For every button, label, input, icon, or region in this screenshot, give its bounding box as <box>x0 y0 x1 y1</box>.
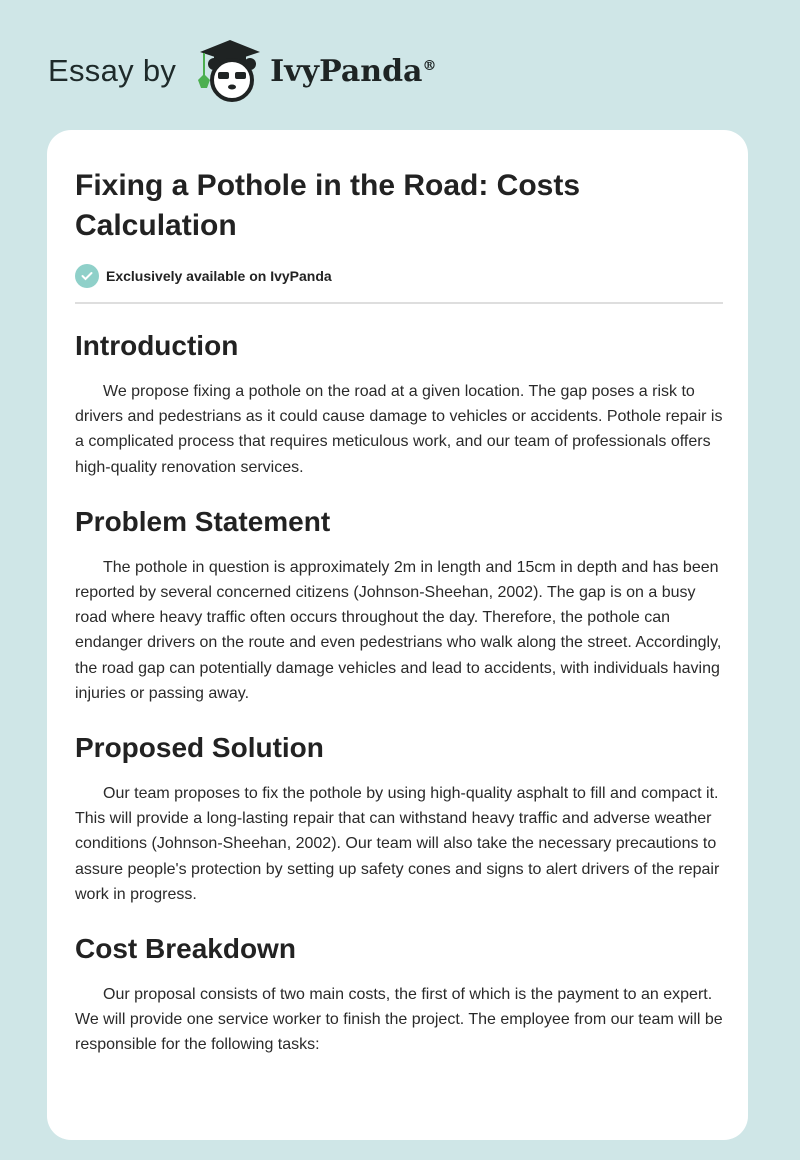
divider <box>75 302 723 304</box>
check-icon <box>75 264 99 288</box>
registered-mark: ® <box>422 57 437 74</box>
exclusive-badge <box>75 264 723 288</box>
panda-logo-icon[interactable] <box>194 36 262 107</box>
section-heading-cost-breakdown: Cost Breakdown <box>75 933 296 965</box>
brand-text: IvyPanda <box>270 53 423 89</box>
brand-name <box>270 54 436 89</box>
essay-card <box>47 130 748 1140</box>
section-paragraph: The pothole in question is approximately 2m in length and 15cm in depth and has been reported by several concerned citizens (Johnson-Sheehan, 2002). The gap is on a busy road where heavy traffic often occurs throughout the day. Therefore, the pothole can endanger drivers on the route and even pedestrians who walk along the street. Accordingly, the road gap can potentially damage vehicles and lead to accidents, with individuals having injuries or passing away. <box>75 558 722 702</box>
site-header <box>48 36 437 106</box>
section-heading-proposed-solution: Proposed Solution <box>75 732 324 764</box>
essay-by-label: Essay by <box>48 53 177 88</box>
badge-text: Exclusively available on IvyPanda <box>106 268 332 284</box>
section-paragraph: Our team proposes to fix the pothole by using high-quality asphalt to fill and compact it. This will provide a long-lasting repair that can withstand heavy traffic and adverse weather conditions (Johnson-Sheehan, 2002). Our team will also take the necessary precautions to assure people's protection by setting up safety cones and signs to alert drivers of the repair work in progress. <box>75 785 720 903</box>
page-title: Fixing a Pothole in the Road: Costs Calculation <box>75 169 581 242</box>
section-paragraph: Our proposal consists of two main costs, the first of which is the payment to an expert. We will provide one service worker to finish the project. The employee from our team will be responsible for the following tasks: <box>75 986 723 1054</box>
section-paragraph: We propose fixing a pothole on the road at a given location. The gap poses a risk to drivers and pedestrians as it could cause damage to vehicles or accidents. Pothole repair is a complicated process that requires meticulous work, and our team of professionals offers high-quality renovation services. <box>75 383 723 476</box>
section-heading-introduction: Introduction <box>75 330 239 361</box>
section-heading-problem-statement: Problem Statement <box>75 505 331 537</box>
